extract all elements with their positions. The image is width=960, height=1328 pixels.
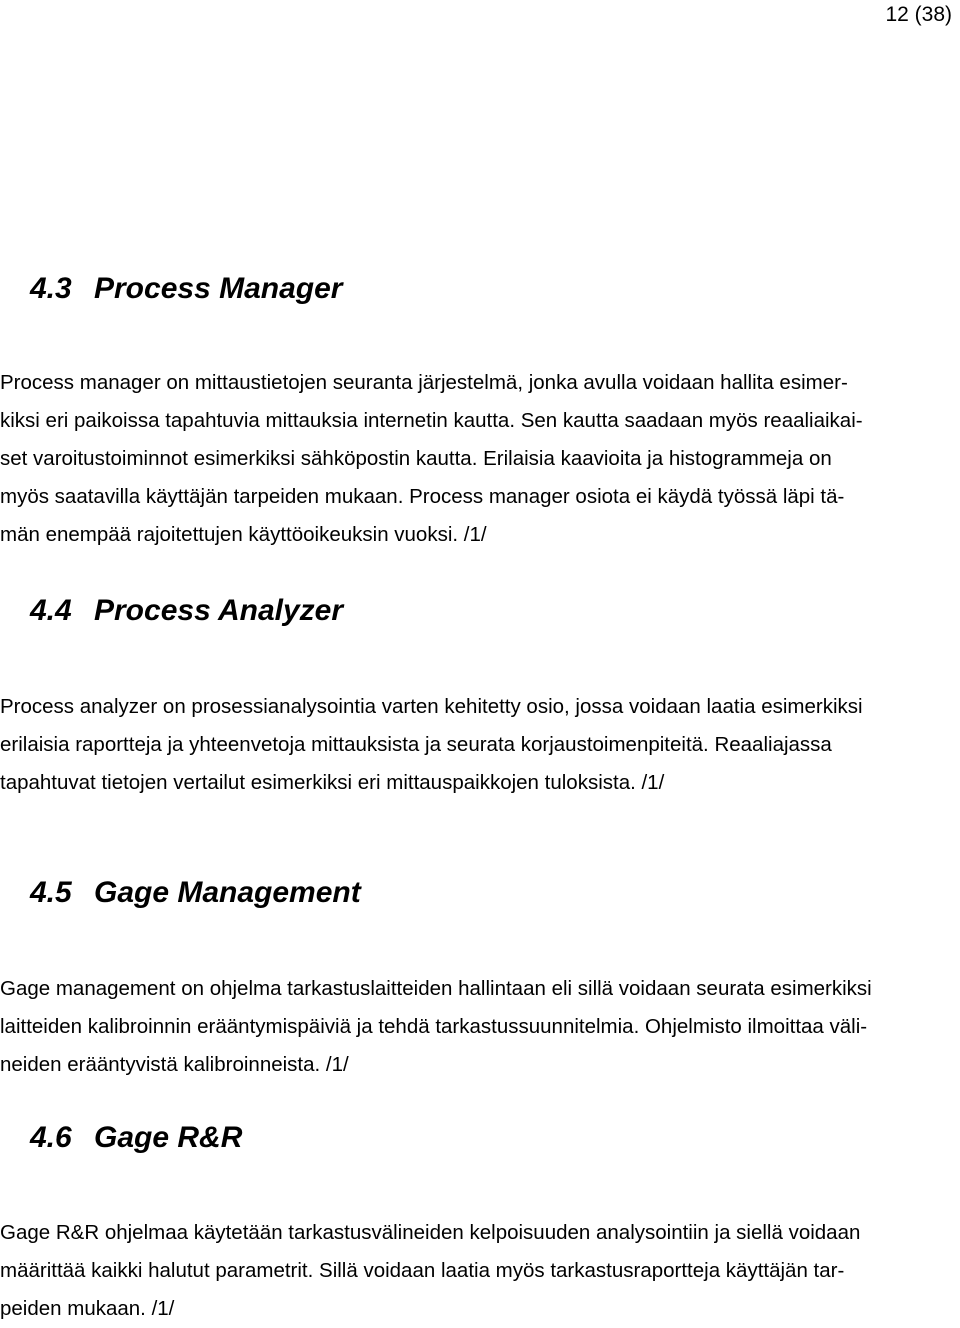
section-title: Process Analyzer (94, 594, 344, 627)
section-number: 4.5 (30, 876, 72, 909)
section-title: Gage Management (94, 876, 361, 909)
section-body-4-6 (0, 1214, 960, 1328)
section-heading-4-4 (30, 593, 343, 629)
section-number: 4.3 (30, 272, 72, 305)
section-body-4-3 (0, 364, 960, 554)
body-line: Process manager on mittaustietojen seuranta järjestelmä, jonka avulla voidaan hallita esimer- (0, 371, 848, 394)
section-body-4-5 (0, 970, 960, 1084)
body-line: set varoitustoiminnot esimerkiksi sähköpostin kautta. Erilaisia kaavioita ja histogrammeja on (0, 447, 832, 470)
section-body-4-4 (0, 688, 960, 802)
section-title: Process Manager (94, 272, 343, 305)
body-line: kiksi eri paikoissa tapahtuvia mittauksia internetin kautta. Sen kautta saadaan myös reaaliaikai- (0, 409, 863, 432)
body-line: peiden mukaan. /1/ (0, 1297, 175, 1320)
body-line: Gage management on ohjelma tarkastuslaitteiden hallintaan eli sillä voidaan seurata esimerkiksi (0, 977, 872, 1000)
body-line: tapahtuvat tietojen vertailut esimerkiksi eri mittauspaikkojen tuloksista. /1/ (0, 771, 665, 794)
body-line: neiden erääntyvistä kalibroinneista. /1/ (0, 1053, 349, 1076)
body-line: erilaisia raportteja ja yhteenvetoja mittauksista ja seurata korjaustoimenpiteitä. Reaaliajassa (0, 733, 832, 756)
body-line: män enempää rajoitettujen käyttöoikeuksin vuoksi. /1/ (0, 523, 487, 546)
body-line: laitteiden kalibroinnin erääntymispäiviä ja tehdä tarkastussuunnitelmia. Ohjelmisto ilmoittaa väli- (0, 1015, 868, 1038)
section-heading-4-3 (30, 271, 342, 307)
body-line: Gage R&R ohjelmaa käytetään tarkastusvälineiden kelpoisuuden analysointiin ja siellä voidaan (0, 1221, 861, 1244)
body-line: Process analyzer on prosessianalysointia varten kehitetty osio, jossa voidaan laatia esimerkiksi (0, 695, 863, 718)
section-number: 4.6 (30, 1121, 72, 1154)
body-line: myös saatavilla käyttäjän tarpeiden mukaan. Process manager osiota ei käydä työssä läpi tä- (0, 485, 845, 508)
section-number: 4.4 (30, 594, 72, 627)
section-heading-4-6 (30, 1120, 242, 1156)
section-title: Gage R&R (94, 1121, 243, 1154)
body-line: määrittää kaikki halutut parametrit. Sillä voidaan laatia myös tarkastusraportteja käyttäjän tar- (0, 1259, 845, 1282)
page-number: 12 (38) (885, 3, 952, 26)
section-heading-4-5 (30, 875, 361, 911)
